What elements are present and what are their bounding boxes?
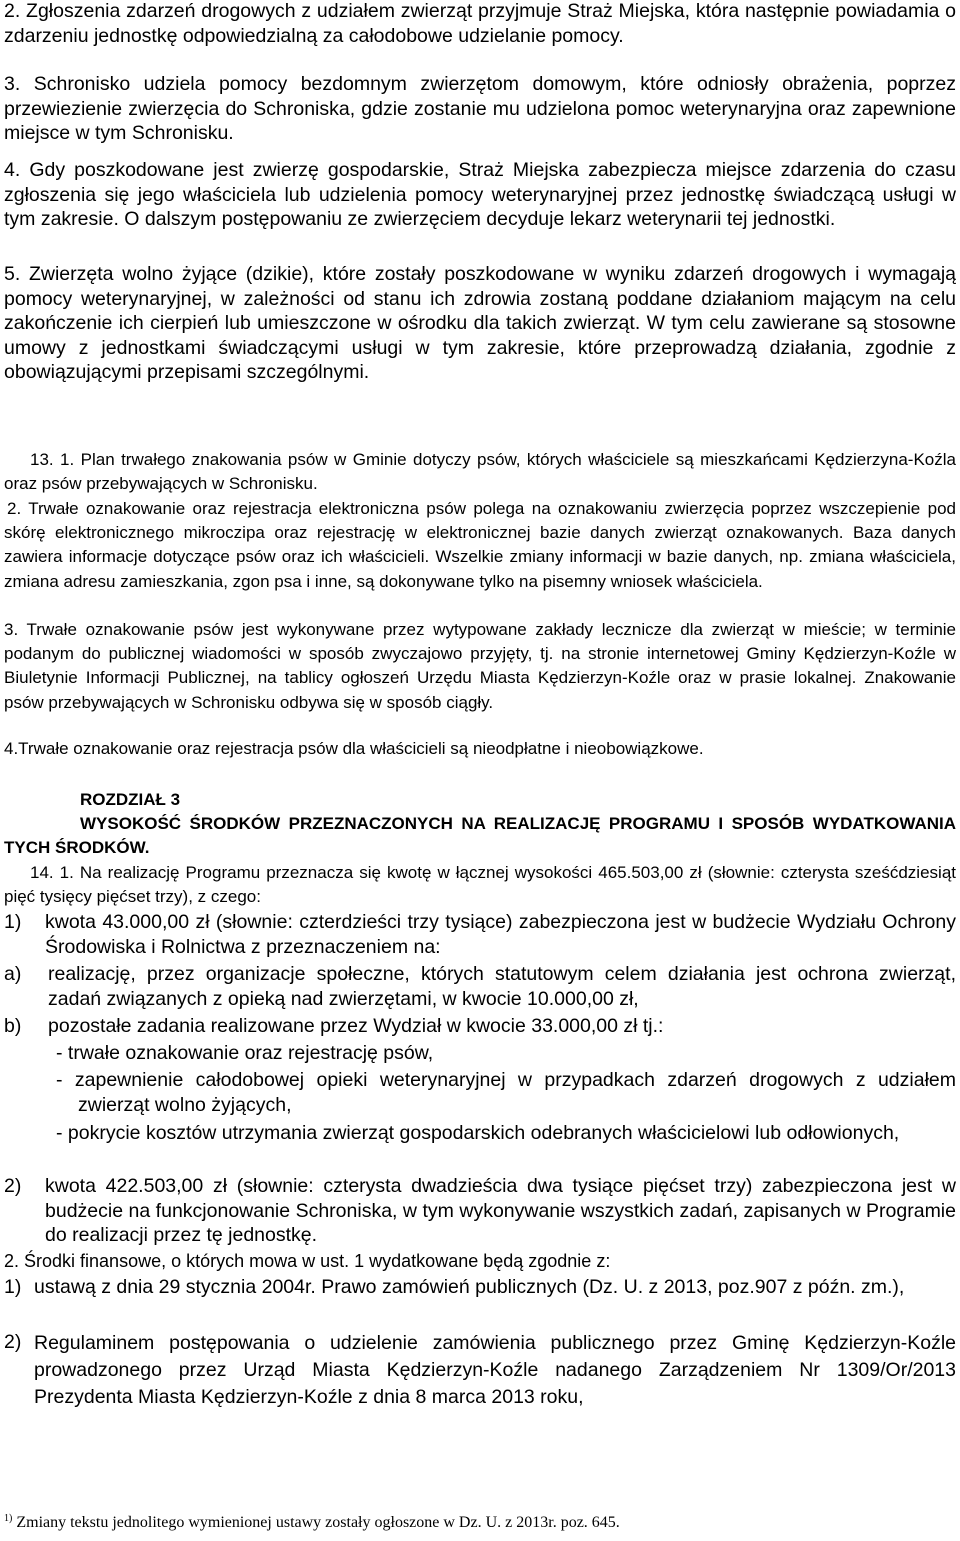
dash-item-1: - trwałe oznakowanie oraz rejestrację psów, xyxy=(56,1042,434,1064)
paragraph-2: 2. Zgłoszenia zdarzeń drogowych z udziałem zwierząt przyjmuje Straż Miejska, która następnie powiadamia o zdarzeniu jednostkę odpowiedzialną za całodobowe udzielanie pomocy. xyxy=(4,0,956,47)
item-2-number: 2) xyxy=(4,1175,22,1197)
law-1-text: ustawą z dnia 29 stycznia 2004r. Prawo zamówień publicznych (Dz. U. z 2013, poz.907 z późn. zm.), xyxy=(34,1276,905,1298)
footnote-text: Zmiany tekstu jednolitego wymienionej ustawy zostały ogłoszone w Dz. U. z 2013r. poz. 645. xyxy=(16,1514,620,1531)
law-2-text: Regulaminem postępowania o udzielenie zamówienia publicznego przez Gminę Kędzierzyn-Koźle prowadzonego przez Urząd Miasta Kędzierzyn-Koźle nadanego Zarządzeniem Nr 1309/Or/2013 Prezydenta Miasta Kędzierzyn-Koźle z dnia 8 marca 2013 roku, xyxy=(34,1332,956,1408)
section-13-point-1: 13. 1. Plan trwałego znakowania psów w Gminie dotyczy psów, których właściciele są mieszkańcami Kędzierzyna-Koźla oraz psów przebywających w Schronisku. xyxy=(4,450,956,494)
chapter-title: WYSOKOŚĆ ŚRODKÓW PRZEZNACZONYCH NA REALIZACJĘ PROGRAMU I SPOSÓB WYDATKOWANIA TYCH ŚRODKÓW. xyxy=(4,814,956,858)
item-a-number: a) xyxy=(4,963,22,985)
chapter-label: ROZDZIAŁ 3 xyxy=(80,790,181,809)
item-1-text: kwota 43.000,00 zł (słownie: czterdzieści trzy tysiące) zabezpieczona jest w budżecie Wydziału Ochrony Środowiska i Rolnictwa z przeznaczeniem na: xyxy=(45,911,956,958)
paragraph-3: 3. Schronisko udziela pomocy bezdomnym zwierzętom domowym, które odniosły obrażenia, poprzez przewiezienie zwierzęcia do Schroniska, gdzie zostanie mu udzielona pomoc weterynaryjna oraz zapewnione miejsce w tym Schronisku. xyxy=(4,73,956,145)
paragraph-5: 5. Zwierzęta wolno żyjące (dzikie), które zostały poszkodowane w wyniku zdarzeń drogowych i wymagają pomocy weterynaryjnej, w zależności od stanu ich zdrowia zostaną poddane działaniom mającym na celu zakończenie ich cierpień lub umieszczone w ośrodku dla takich zwierząt. W tym celu zawierane są stosowne umowy z jednostkami świadczącymi usługi w tym zakresie, które przeprowadzą działania, zgodnie z obowiązującymi przepisami szczególnymi. xyxy=(4,263,956,384)
footnote-mark: 1) xyxy=(4,1513,13,1524)
section-14-point-1: 14. 1. Na realizację Programu przeznacza się kwotę w łącznej wysokości 465.503,00 zł (słownie: czterysta sześćdziesiąt pięć tysięcy pięćset trzy), z czego: xyxy=(4,863,956,907)
item-1-number: 1) xyxy=(4,911,22,933)
item-b-text: pozostałe zadania realizowane przez Wydział w kwocie 33.000,00 zł tj.: xyxy=(48,1015,664,1037)
footnote xyxy=(4,1513,620,1532)
paragraph-4: 4. Gdy poszkodowane jest zwierzę gospodarskie, Straż Miejska zabezpiecza miejsce zdarzenia do czasu zgłoszenia się jego właściciela lub udzielenia pomocy weterynaryjnej przez jednostkę świadczącą usługi w tym zakresie. O dalszym postępowaniu ze zwierzęciem decyduje lekarz weterynarii tej jednostki. xyxy=(4,159,956,231)
section-13-point-3: 3. Trwałe oznakowanie psów jest wykonywane przez wytypowane zakłady lecznicze dla zwierząt w mieście; w terminie podanym do publicznej wiadomości w sposób zwyczajowo przyjęty, tj. na stronie internetowej Gminy Kędzierzyn-Koźle w Biuletynie Informacji Publicznej, na tablicy ogłoszeń Urzędu Miasta Kędzierzyn-Koźle oraz w prasie lokalnej. Znakowanie psów przebywających w Schronisku odbywa się w sposób ciągły. xyxy=(4,620,956,712)
law-1-number: 1) xyxy=(4,1276,22,1298)
dash-item-3: - pokrycie kosztów utrzymania zwierząt gospodarskich odebranych właścicielowi lub odłowionych, xyxy=(56,1122,900,1144)
item-2-text: kwota 422.503,00 zł (słownie: czterysta dwadzieścia dwa tysiące pięćset trzy) zabezpieczona jest w budżecie na funkcjonowanie Schroniska, w tym wykonywanie wszystkich zadań, zapisanych w Programie do realizacji przez tę jednostkę. xyxy=(45,1175,956,1247)
section-14-point-2: 2. Środki finansowe, o których mowa w ust. 1 wydatkowane będą zgodnie z: xyxy=(4,1251,611,1271)
dash-item-2: - zapewnienie całodobowej opieki weterynaryjnej w przypadkach zdarzeń drogowych z udziałem zwierząt wolno żyjących, xyxy=(56,1069,956,1116)
section-13-point-2: 2. Trwałe oznakowanie oraz rejestracja elektroniczna psów polega na oznakowaniu zwierzęcia poprzez wszczepienie pod skórę elektronicznego mikroczipa oraz rejestrację w elektronicznej bazie danych zwierząt oznakowanych. Baza danych zawiera informacje dotyczące psów oraz ich właścicieli. Wszelkie zmiany informacji w bazie danych, np. zmiana właściciela, zmiana adresu zamieszkania, zgon psa i inne, są dokonywane tylko na pisemny wniosek właściciela. xyxy=(4,499,956,591)
item-a-text: realizację, przez organizacje społeczne, których statutowym celem działania jest ochrona zwierząt, zadań związanych z opieką nad zwierzętami, w kwocie 10.000,00 zł, xyxy=(48,963,956,1010)
law-2-number: 2) xyxy=(4,1331,22,1353)
section-13-point-4: 4.Trwałe oznakowanie oraz rejestracja psów dla właścicieli są nieodpłatne i nieobowiązkowe. xyxy=(4,739,704,758)
item-b-number: b) xyxy=(4,1015,22,1037)
